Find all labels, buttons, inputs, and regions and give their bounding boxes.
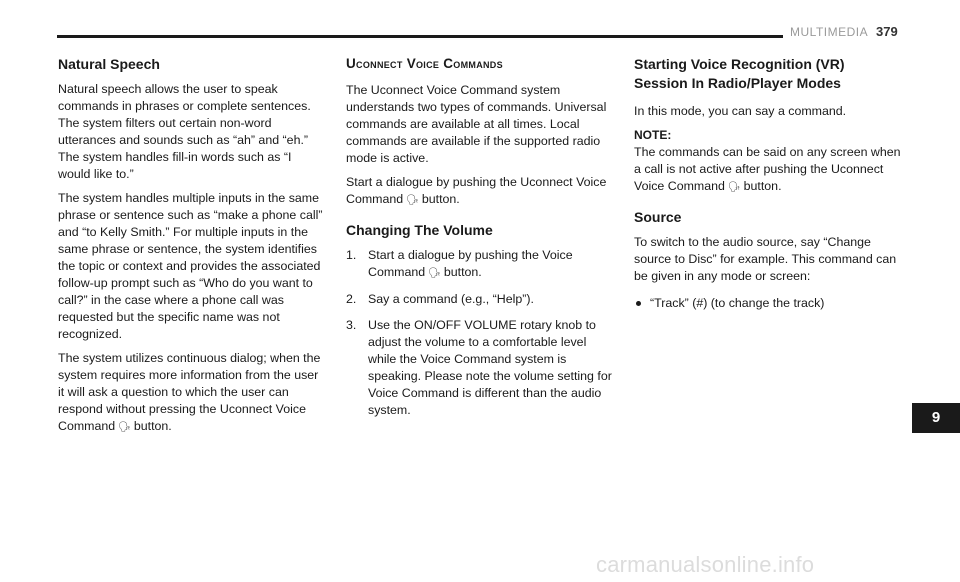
list-item: 1. Start a dialogue by pushing the Voice Command 🗣︎ button.	[346, 247, 614, 282]
paragraph: In this mode, you can say a command.	[634, 104, 847, 118]
bullet-list	[634, 295, 902, 312]
paragraph: Start a dialogue by pushing the Uconnect Voice Command 🗣︎ button.	[346, 174, 614, 209]
natural-speech-heading: Natural Speech	[58, 56, 160, 72]
vr-session-heading: Starting Voice Recognition (VR) Session In Radio/Player Modes	[634, 56, 845, 91]
list-item: 2. Say a command (e.g., “Help”).	[346, 292, 534, 306]
list-item: 3. Use the ON/OFF VOLUME rotary knob to adjust the volume to a comfortable level while the Voice Command system is speaking. Please note the volume setting for Voice Command is different than the audio system.	[346, 318, 612, 417]
list-item: “Track” (#) (to change the track)	[634, 295, 902, 312]
page-number: 379	[876, 24, 898, 39]
header-rule	[57, 35, 783, 38]
watermark: carmanualsonline.info	[596, 552, 815, 577]
volume-steps-list	[346, 247, 614, 419]
bullet-icon	[636, 301, 641, 306]
voice-commands-heading: Uconnect Voice Commands	[346, 56, 503, 71]
paragraph: The system handles multiple inputs in the same phrase or sentence such as “make a phone call” and “to Kelly Smith.” For multiple inputs in the same phrase or sentence, the system identifies the topic or context and provides the associated follow-up prompt such as “Who do you want to call?” in the case where a phone call was requested but the specific name was not recognized.	[58, 191, 323, 341]
paragraph: Natural speech allows the user to speak commands in phrases or complete sentences. The system filters out certain non-word utterances and sounds such as “ah” and “eh.” The system handles fill-in words such as “I would like to.”	[58, 82, 311, 181]
paragraph: The system utilizes continuous dialog; when the system requires more information from the user it will ask a question to which the user can respond without pressing the Uconnect Voice Command 🗣︎ button.	[58, 350, 324, 436]
voice-command-icon: 🗣︎	[118, 422, 131, 433]
changing-volume-heading: Changing The Volume	[346, 222, 493, 238]
note-label: NOTE:	[634, 128, 672, 142]
source-heading: Source	[634, 209, 682, 225]
note: NOTE: The commands can be said on any screen when a call is not active after pushing the Uconnect Voice Command 🗣︎ button.	[634, 127, 902, 196]
chapter-tab: 9	[912, 403, 960, 433]
section-title: MULTIMEDIA	[790, 25, 869, 39]
voice-command-icon: 🗣︎	[727, 182, 741, 193]
column-2	[346, 55, 614, 428]
paragraph: The Uconnect Voice Command system understands two types of commands. Universal commands are available at all times. Local commands are available if the supported radio mode is active.	[346, 83, 607, 165]
column-1	[58, 55, 324, 443]
column-3	[634, 55, 902, 312]
paragraph: To switch to the audio source, say “Change source to Disc” for example. This command can be given in any mode or screen:	[634, 235, 897, 283]
voice-command-icon: 🗣︎	[406, 195, 419, 206]
voice-command-icon: 🗣︎	[428, 268, 441, 279]
